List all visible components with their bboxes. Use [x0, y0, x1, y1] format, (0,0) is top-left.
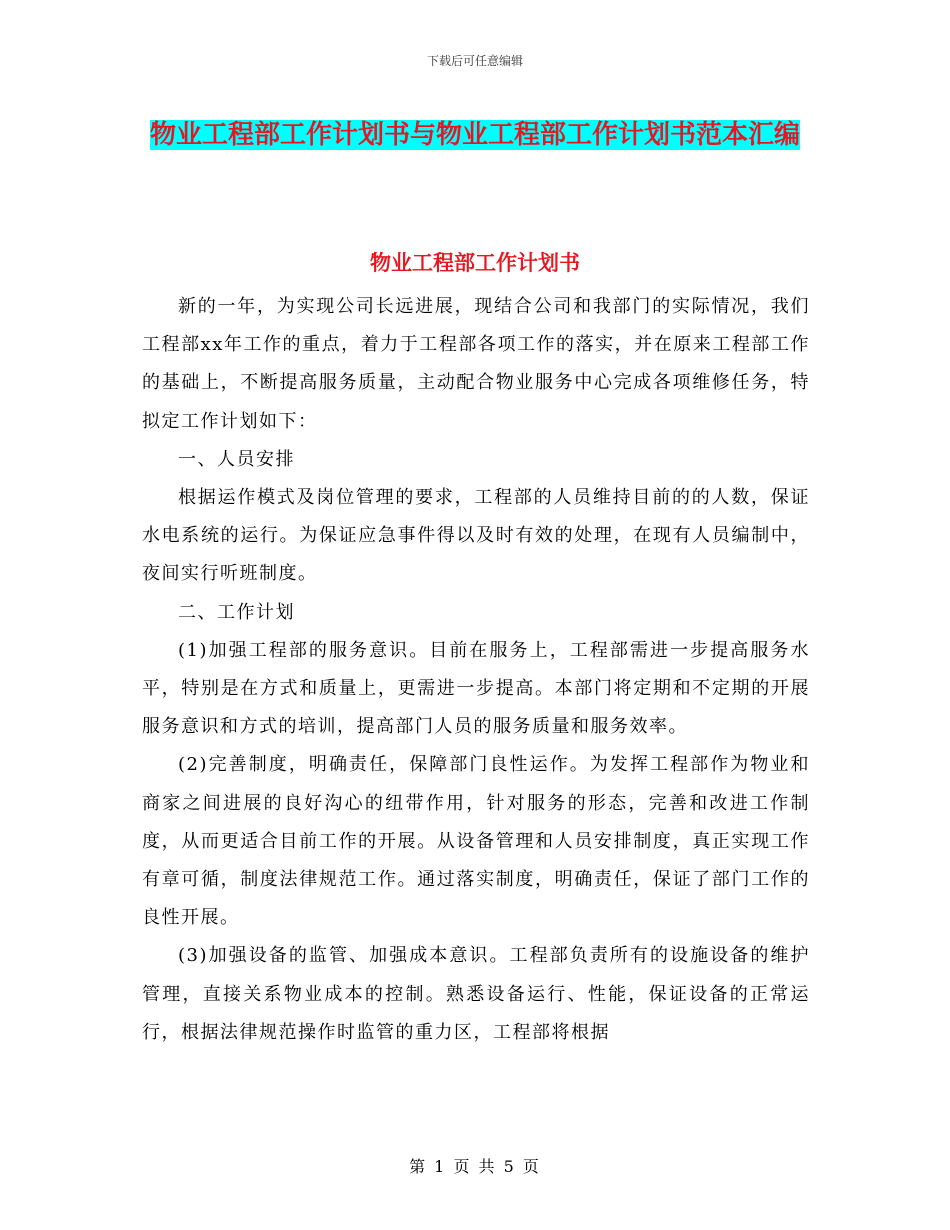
header-note: 下载后可任意编辑 [426, 54, 523, 68]
paragraph-plan-item-2: (2)完善制度，明确责任，保障部门良性运作。为发挥工程部作为物业和商家之间进展的良好沟心的纽带作用，针对服务的形态，完善和改进工作制度，从而更适合目前工作的开展。从设备管理和人员安排制度，真正实现工作有章可循，制度法律规范工作。通过落实制度，明确责任，保证了部门工作的良性开展。 [142, 754, 810, 929]
paragraph-plan-item-1: (1)加强工程部的服务意识。目前在服务上，工程部需进一步提高服务水平，特别是在方式和质量上，更需进一步提高。本部门将定期和不定期的开展服务意识和方式的培训，提高部门人员的服务质量和服务效率。 [142, 639, 810, 738]
paragraph-intro: 新的一年，为实现公司长远进展，现结合公司和我部门的实际情况，我们工程部xx年工作的重点，着力于工程部各项工作的落实，并在原来工程部工作的基础上，不断提高服务质量，主动配合物业服务中心完成各项维修任务，特拟定工作计划如下： [142, 296, 810, 432]
paragraph-plan-item-3: (3)加强设备的监管、加强成本意识。工程部负责所有的设施设备的维护管理，直接关系物业成本的控制。熟悉设备运行、性能，保证设备的正常运行，根据法律规范操作时监管的重力区，工程部将根据 [142, 945, 810, 1043]
document-title [140, 112, 810, 158]
document-title-text: 物业工程部工作计划书与物业工程部工作计划书范本汇编 [149, 120, 800, 150]
paragraph-staffing: 根据运作模式及岗位管理的要求，工程部的人员维持目前的的人数，保证水电系统的运行。为保证应急事件得以及时有效的处理，在现有人员编制中，夜间实行听班制度。 [142, 487, 810, 585]
section-title: 物业工程部工作计划书 [370, 251, 580, 275]
document-body [142, 288, 810, 1052]
heading-work-plan: 二、工作计划 [178, 601, 295, 623]
page-number: 第 1 页 共 5 页 [409, 1157, 541, 1176]
heading-staffing: 一、人员安排 [178, 448, 295, 470]
